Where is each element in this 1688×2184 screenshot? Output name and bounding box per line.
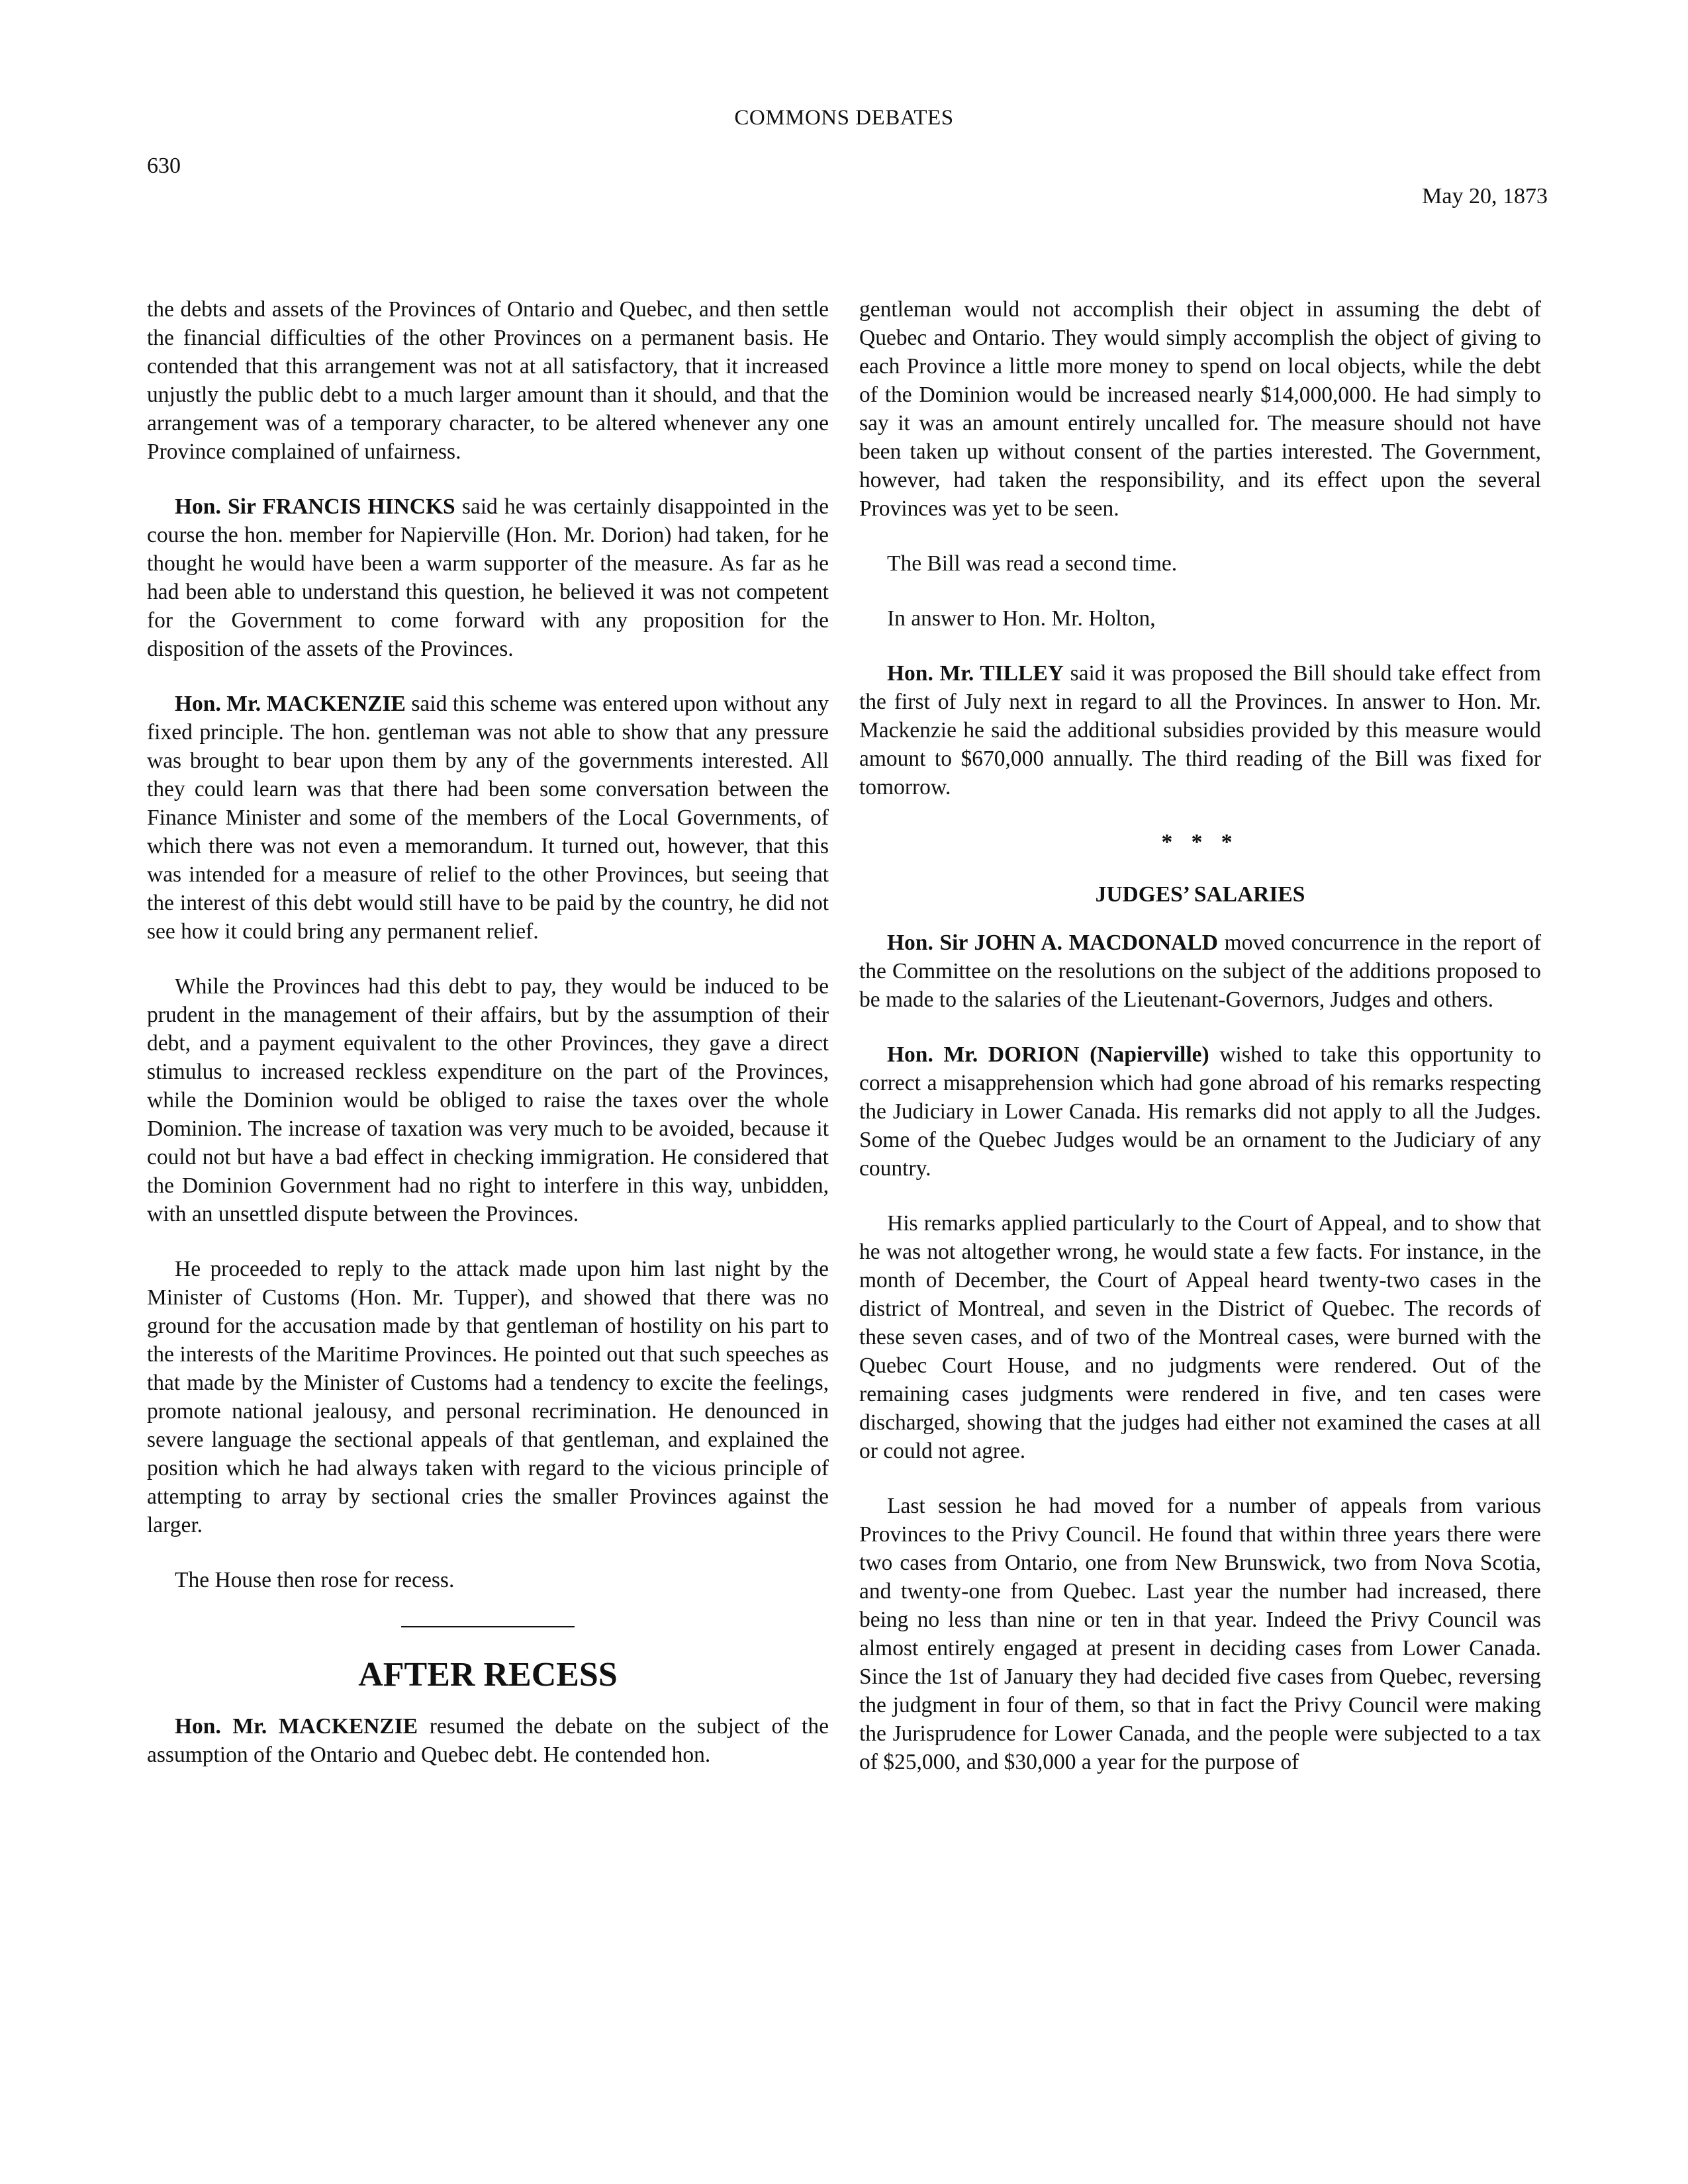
speech-text: said he was certainly disappointed in the course the hon. member for Napierville (Hon. Mr. Dorion) had taken, for he thought he would have been a warm supporter of the measure. As far as he had been able to understand this question, he believed it was not competent for the Government to come forward with any proposition for the disposition of the assets of the Provinces. [147, 494, 829, 661]
page-number: 630 [147, 154, 181, 178]
paragraph: He proceeded to reply to the attack made upon him last night by the Minister of Customs (Hon. Mr. Tupper), and showed that there was no ground for the accusation made by that gentleman of hostility on his part to the interests of the Maritime Provinces. He pointed out that such speeches as that made by the Minister of Customs had a tendency to excite the feelings, promote national jealousy, and personal recrimination. He denounced in severe language the sectional appeals of that gentleman, and explained the position which he had always taken with regard to the vicious principle of attempting to array by sectional cries the smaller Provinces against the larger. [147, 1257, 829, 1537]
section-heading: JUDGES’ SALARIES [1095, 882, 1305, 907]
speaker-name: Hon. Sir JOHN A. MACDONALD [887, 931, 1218, 955]
right-column [859, 295, 1541, 1803]
speech-text: moved concurrence in the report of the Committee on the resolutions on the subject of the additions proposed to be made to the salaries of the Lieutenant-Governors, Judges and others. [859, 931, 1542, 1012]
left-column [147, 295, 829, 1796]
speech-paragraph [147, 690, 829, 946]
asterisk-separator: * * * [1161, 830, 1239, 854]
speech-paragraph [147, 1712, 829, 1769]
speech-text: wished to take this opportunity to correct a misapprehension which had gone abroad of his remarks respecting the Judiciary in Lower Canada. His remarks did not apply to all the Judges. Some of the Quebec Judges would be an ornament to the Judiciary of any country. [859, 1042, 1541, 1181]
paragraph: His remarks applied particularly to the Court of Appeal, and to show that he was not altogether wrong, he would state a few facts. For instance, in the month of December, the Court of Appeal heard twenty-two cases in the district of Montreal, and seven in the District of Quebec. The records of these seven cases, and of two of the Montreal cases, were burned with the Quebec Court House, and no judgments were rendered. Out of the remaining cases judgments were rendered in five, and ten cases were discharged, showing that the judges had either not examined the cases at all or could not agree. [859, 1211, 1541, 1463]
speech-paragraph [859, 659, 1541, 801]
section-divider [401, 1626, 575, 1627]
speaker-name: Hon. Sir FRANCIS HINCKS [175, 494, 455, 519]
running-title: COMMONS DEBATES [734, 106, 954, 130]
page-date: May 20, 1873 [1422, 184, 1548, 208]
speaker-name: Hon. Mr. MACKENZIE [175, 1714, 418, 1739]
speaker-name: Hon. Mr. TILLEY [887, 661, 1064, 686]
speech-text: said this scheme was entered upon without any fixed principle. The hon. gentleman was not able to show that any pressure was brought to bear upon them by any of the governments interested. All they could learn was that there had been some conversation between the Finance Minister and some of the members of the Local Governments, of which there was not even a memorandum. It turned out, however, that this was intended for a measure of relief to the other Provinces, but seeing that the interest of this debt would still have to be paid by the country, he did not see how it could bring any permanent relief. [147, 692, 829, 944]
after-recess-heading: AFTER RECESS [358, 1656, 618, 1694]
speaker-name: Hon. Mr. DORION (Napierville) [887, 1042, 1209, 1067]
speech-paragraph [147, 492, 829, 663]
speech-text: resumed the debate on the subject of the assumption of the Ontario and Quebec debt. He contended hon. [147, 1714, 829, 1767]
paragraph: In answer to Hon. Mr. Holton, [887, 606, 1156, 631]
speech-text: said it was proposed the Bill should take effect from the first of July next in regard to all the Provinces. In answer to Hon. Mr. Mackenzie he said the additional subsidies provided by this measure would amount to $670,000 annually. The third reading of the Bill was fixed for tomorrow. [859, 661, 1542, 799]
speaker-name: Hon. Mr. MACKENZIE [175, 692, 406, 716]
speech-paragraph [859, 929, 1541, 1014]
paragraph: gentleman would not accomplish their object in assuming the debt of Quebec and Ontario. They would simply accomplish the object of giving to each Province a little more money to spend on local objects, while the debt of the Dominion would be increased nearly $14,000,000. He had simply to say it was an amount entirely uncalled for. The measure should not have been taken up without consent of the parties interested. The Government, however, had taken the responsibility, and its effect upon the several Provinces was yet to be seen. [859, 297, 1541, 521]
paragraph: While the Provinces had this debt to pay, they would be induced to be prudent in the management of their affairs, but by the assumption of their debt, and a payment equivalent to the other Provinces, they gave a direct stimulus to increased reckless expenditure on the part of the Provinces, while the Dominion would be obliged to raise the taxes over the whole Dominion. The increase of taxation was very much to be avoided, because it could not but have a bad effect in checking immigration. He considered that the Dominion Government had no right to interfere in this way, unbidden, with an unsettled dispute between the Provinces. [147, 974, 829, 1226]
paragraph: The House then rose for recess. [175, 1568, 455, 1592]
paragraph: the debts and assets of the Provinces of Ontario and Quebec, and then settle the financial difficulties of the other Provinces on a permanent basis. He contended that this arrangement was not at all satisfactory, that it increased unjustly the public debt to a much larger amount than it should, and that the arrangement was of a temporary character, to be altered whenever any one Province complained of unfairness. [147, 297, 829, 464]
paragraph: Last session he had moved for a number of appeals from various Provinces to the Privy Council. He found that within three years there were two cases from Ontario, one from New Brunswick, two from Nova Scotia, and twenty-one from Quebec. Last year the number had increased, there being no less than nine or ten in that year. Indeed the Privy Council was almost entirely engaged at present in deciding cases from Lower Canada. Since the 1st of January they had decided five cases from Quebec, reversing the judgment in four of them, so that in fact the Privy Council were making the Jurisprudence for Lower Canada, and the people were subjected to a tax of $25,000, and $30,000 a year for the purpose of [859, 1494, 1541, 1774]
paragraph: The Bill was read a second time. [887, 551, 1178, 576]
speech-paragraph [859, 1040, 1541, 1183]
